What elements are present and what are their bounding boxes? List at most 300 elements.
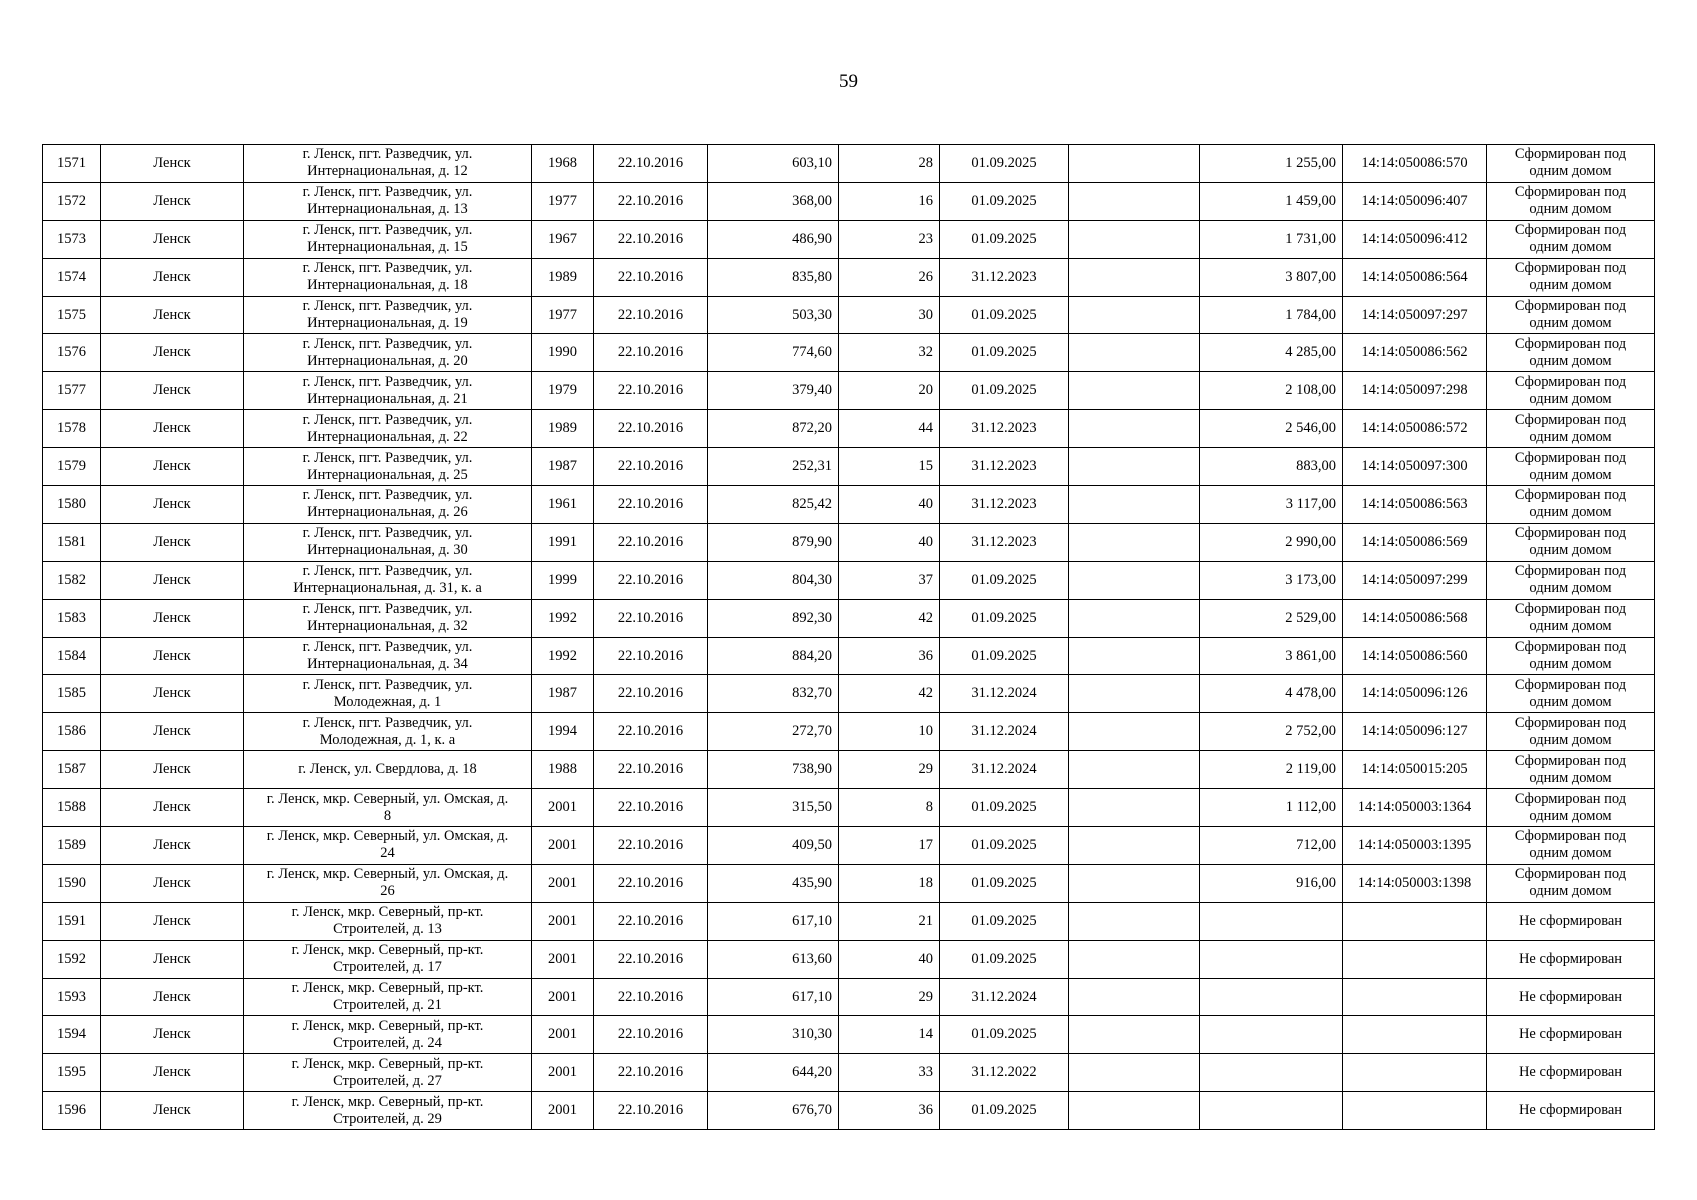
table-row <box>43 940 1655 978</box>
extra-cell <box>1069 675 1200 713</box>
extra-cell <box>1069 486 1200 524</box>
residents-cell: 20 <box>839 372 940 410</box>
build-year-cell: 2001 <box>532 902 594 940</box>
planned-date-cell: 31.12.2023 <box>940 258 1069 296</box>
extra-cell <box>1069 1092 1200 1130</box>
status-line-1: Сформирован под <box>1514 184 1627 201</box>
residents-cell: 36 <box>839 1092 940 1130</box>
extra-cell <box>1069 448 1200 486</box>
table-row <box>43 637 1655 675</box>
address-cell <box>244 523 532 561</box>
status-line-2: одним домом <box>1529 163 1612 180</box>
municipality-cell: Ленск <box>101 220 244 258</box>
address-line-2: Интернациональная, д. 12 <box>307 163 468 180</box>
status-line-2: одним домом <box>1529 618 1612 635</box>
living-area-cell: 252,31 <box>708 448 839 486</box>
cadastral-number-cell: 14:14:050086:569 <box>1343 523 1487 561</box>
address-line-2: Молодежная, д. 1 <box>333 693 442 710</box>
municipality-cell: Ленск <box>101 182 244 220</box>
row-number: 1579 <box>43 448 101 486</box>
extra-cell <box>1069 372 1200 410</box>
status-line-2: одним домом <box>1529 239 1612 256</box>
address-line-2: Интернациональная, д. 32 <box>307 618 468 635</box>
residents-cell: 17 <box>839 827 940 865</box>
planned-date-cell: 01.09.2025 <box>940 902 1069 940</box>
row-number: 1592 <box>43 940 101 978</box>
land-area-cell: 2 752,00 <box>1200 713 1343 751</box>
municipality-cell: Ленск <box>101 978 244 1016</box>
residents-cell: 40 <box>839 523 940 561</box>
land-status-cell <box>1487 145 1655 183</box>
living-area-cell: 435,90 <box>708 864 839 902</box>
cadastral-number-cell <box>1343 902 1487 940</box>
living-area-cell: 872,20 <box>708 410 839 448</box>
municipality-cell: Ленск <box>101 751 244 789</box>
status-line-1: Сформирован под <box>1514 866 1627 883</box>
cadastral-number-cell: 14:14:050003:1364 <box>1343 789 1487 827</box>
land-status-cell <box>1487 486 1655 524</box>
address-line-1: г. Ленск, пгт. Разведчик, ул. <box>302 714 473 731</box>
row-number: 1590 <box>43 864 101 902</box>
cadastral-number-cell <box>1343 1016 1487 1054</box>
table-row <box>43 258 1655 296</box>
cadastral-number-cell: 14:14:050096:407 <box>1343 182 1487 220</box>
address-cell <box>244 940 532 978</box>
table-row <box>43 864 1655 902</box>
living-area-cell: 879,90 <box>708 523 839 561</box>
planned-date-cell: 31.12.2024 <box>940 751 1069 789</box>
cadastral-number-cell: 14:14:050003:1395 <box>1343 827 1487 865</box>
extra-cell <box>1069 637 1200 675</box>
status-line-1: Не сформирован <box>1518 1102 1623 1119</box>
municipality-cell: Ленск <box>101 334 244 372</box>
row-number: 1582 <box>43 561 101 599</box>
living-area-cell: 613,60 <box>708 940 839 978</box>
land-status-cell <box>1487 1092 1655 1130</box>
planned-date-cell: 01.09.2025 <box>940 599 1069 637</box>
address-line-1: г. Ленск, мкр. Северный, пр-кт. <box>291 980 484 997</box>
municipality-cell: Ленск <box>101 296 244 334</box>
land-area-cell: 3 861,00 <box>1200 637 1343 675</box>
municipality-cell: Ленск <box>101 1016 244 1054</box>
extra-cell <box>1069 145 1200 183</box>
residents-cell: 44 <box>839 410 940 448</box>
address-line-2: 24 <box>380 845 395 862</box>
extra-cell <box>1069 561 1200 599</box>
planned-date-cell: 01.09.2025 <box>940 940 1069 978</box>
living-area-cell: 884,20 <box>708 637 839 675</box>
land-status-cell <box>1487 751 1655 789</box>
address-line-1: г. Ленск, пгт. Разведчик, ул. <box>302 411 473 428</box>
land-status-cell <box>1487 902 1655 940</box>
status-line-1: Сформирован под <box>1514 335 1627 352</box>
residents-cell: 10 <box>839 713 940 751</box>
recognition-date-cell: 22.10.2016 <box>594 334 708 372</box>
land-area-cell <box>1200 978 1343 1016</box>
planned-date-cell: 31.12.2023 <box>940 448 1069 486</box>
land-area-cell: 916,00 <box>1200 864 1343 902</box>
municipality-cell: Ленск <box>101 827 244 865</box>
status-line-1: Не сформирован <box>1518 1026 1623 1043</box>
municipality-cell: Ленск <box>101 940 244 978</box>
planned-date-cell: 01.09.2025 <box>940 145 1069 183</box>
municipality-cell: Ленск <box>101 1092 244 1130</box>
planned-date-cell: 01.09.2025 <box>940 561 1069 599</box>
address-cell <box>244 751 532 789</box>
build-year-cell: 1990 <box>532 334 594 372</box>
extra-cell <box>1069 410 1200 448</box>
residents-cell: 40 <box>839 940 940 978</box>
planned-date-cell: 01.09.2025 <box>940 1016 1069 1054</box>
table-row <box>43 789 1655 827</box>
address-line-2: Строителей, д. 29 <box>333 1110 442 1127</box>
living-area-cell: 617,10 <box>708 902 839 940</box>
municipality-cell: Ленск <box>101 864 244 902</box>
status-line-1: Сформирован под <box>1514 222 1627 239</box>
planned-date-cell: 01.09.2025 <box>940 789 1069 827</box>
build-year-cell: 1967 <box>532 220 594 258</box>
municipality-cell: Ленск <box>101 789 244 827</box>
address-line-1: г. Ленск, пгт. Разведчик, ул. <box>302 260 473 277</box>
address-line-2: Интернациональная, д. 25 <box>307 466 468 483</box>
address-line-1: г. Ленск, мкр. Северный, пр-кт. <box>291 904 484 921</box>
table-row <box>43 145 1655 183</box>
land-area-cell: 2 119,00 <box>1200 751 1343 789</box>
planned-date-cell: 01.09.2025 <box>940 220 1069 258</box>
address-line-2: Интернациональная, д. 15 <box>307 239 468 256</box>
recognition-date-cell: 22.10.2016 <box>594 486 708 524</box>
extra-cell <box>1069 940 1200 978</box>
status-line-1: Сформирован под <box>1514 449 1627 466</box>
extra-cell <box>1069 1054 1200 1092</box>
address-line-1: г. Ленск, пгт. Разведчик, ул. <box>302 449 473 466</box>
address-line-2: 8 <box>383 807 392 824</box>
recognition-date-cell: 22.10.2016 <box>594 145 708 183</box>
status-line-1: Сформирован под <box>1514 298 1627 314</box>
address-line-1: г. Ленск, пгт. Разведчик, ул. <box>302 487 473 504</box>
planned-date-cell: 01.09.2025 <box>940 864 1069 902</box>
address-line-1: г. Ленск, мкр. Северный, ул. Омская, д. <box>266 866 509 883</box>
status-line-1: Не сформирован <box>1518 1064 1623 1081</box>
living-area-cell: 486,90 <box>708 220 839 258</box>
cadastral-number-cell <box>1343 978 1487 1016</box>
row-number: 1583 <box>43 599 101 637</box>
build-year-cell: 2001 <box>532 864 594 902</box>
residents-cell: 15 <box>839 448 940 486</box>
address-cell <box>244 220 532 258</box>
status-line-2: одним домом <box>1529 466 1612 483</box>
cadastral-number-cell: 14:14:050096:127 <box>1343 713 1487 751</box>
address-line-2: Интернациональная, д. 21 <box>307 390 468 407</box>
cadastral-number-cell: 14:14:050086:560 <box>1343 637 1487 675</box>
recognition-date-cell: 22.10.2016 <box>594 675 708 713</box>
row-number: 1593 <box>43 978 101 1016</box>
row-number: 1591 <box>43 902 101 940</box>
land-area-cell: 1 731,00 <box>1200 220 1343 258</box>
land-area-cell <box>1200 902 1343 940</box>
living-area-cell: 315,50 <box>708 789 839 827</box>
land-area-cell <box>1200 1054 1343 1092</box>
planned-date-cell: 01.09.2025 <box>940 637 1069 675</box>
land-status-cell <box>1487 448 1655 486</box>
address-line-1: г. Ленск, пгт. Разведчик, ул. <box>302 222 473 239</box>
land-status-cell <box>1487 182 1655 220</box>
land-area-cell <box>1200 1016 1343 1054</box>
municipality-cell: Ленск <box>101 902 244 940</box>
cadastral-number-cell: 14:14:050097:298 <box>1343 372 1487 410</box>
build-year-cell: 1987 <box>532 448 594 486</box>
land-area-cell: 2 108,00 <box>1200 372 1343 410</box>
build-year-cell: 2001 <box>532 1016 594 1054</box>
address-cell <box>244 448 532 486</box>
residents-cell: 29 <box>839 751 940 789</box>
address-line-1: г. Ленск, пгт. Разведчик, ул. <box>302 525 473 542</box>
recognition-date-cell: 22.10.2016 <box>594 713 708 751</box>
land-status-cell <box>1487 864 1655 902</box>
table-row <box>43 372 1655 410</box>
status-line-1: Сформирован под <box>1514 411 1627 428</box>
table-row <box>43 334 1655 372</box>
land-status-cell <box>1487 713 1655 751</box>
land-area-cell: 3 173,00 <box>1200 561 1343 599</box>
table-row <box>43 978 1655 1016</box>
land-area-cell <box>1200 940 1343 978</box>
residents-cell: 32 <box>839 334 940 372</box>
table-row <box>43 599 1655 637</box>
address-line-2: Строителей, д. 13 <box>333 921 442 938</box>
address-cell <box>244 296 532 334</box>
address-line-2: Интернациональная, д. 31, к. а <box>293 580 482 597</box>
address-line-1: г. Ленск, пгт. Разведчик, ул. <box>302 601 473 618</box>
address-line-2: Интернациональная, д. 20 <box>307 352 468 369</box>
status-line-1: Сформирован под <box>1514 790 1627 807</box>
address-cell <box>244 827 532 865</box>
address-line-1: г. Ленск, ул. Свердлова, д. 18 <box>298 761 477 778</box>
recognition-date-cell: 22.10.2016 <box>594 978 708 1016</box>
row-number: 1584 <box>43 637 101 675</box>
address-line-2: Интернациональная, д. 13 <box>307 201 468 218</box>
recognition-date-cell: 22.10.2016 <box>594 1054 708 1092</box>
living-area-cell: 825,42 <box>708 486 839 524</box>
build-year-cell: 1994 <box>532 713 594 751</box>
land-status-cell <box>1487 561 1655 599</box>
residents-cell: 30 <box>839 296 940 334</box>
land-status-cell <box>1487 523 1655 561</box>
status-line-1: Сформирован под <box>1514 563 1627 580</box>
extra-cell <box>1069 864 1200 902</box>
recognition-date-cell: 22.10.2016 <box>594 789 708 827</box>
land-area-cell: 1 459,00 <box>1200 182 1343 220</box>
land-area-cell: 2 546,00 <box>1200 410 1343 448</box>
extra-cell <box>1069 902 1200 940</box>
build-year-cell: 1999 <box>532 561 594 599</box>
status-line-2: одним домом <box>1529 580 1612 597</box>
address-cell <box>244 789 532 827</box>
living-area-cell: 409,50 <box>708 827 839 865</box>
living-area-cell: 892,30 <box>708 599 839 637</box>
cadastral-number-cell: 14:14:050086:570 <box>1343 145 1487 183</box>
build-year-cell: 2001 <box>532 978 594 1016</box>
land-area-cell: 883,00 <box>1200 448 1343 486</box>
recognition-date-cell: 22.10.2016 <box>594 1016 708 1054</box>
land-area-cell: 2 990,00 <box>1200 523 1343 561</box>
table-row <box>43 523 1655 561</box>
build-year-cell: 1979 <box>532 372 594 410</box>
land-status-cell <box>1487 789 1655 827</box>
address-cell <box>244 902 532 940</box>
living-area-cell: 272,70 <box>708 713 839 751</box>
build-year-cell: 1968 <box>532 145 594 183</box>
land-area-cell: 1 784,00 <box>1200 296 1343 334</box>
status-line-2: одним домом <box>1529 883 1612 900</box>
status-line-2: одним домом <box>1529 390 1612 407</box>
address-cell <box>244 978 532 1016</box>
address-line-2: Молодежная, д. 1, к. а <box>319 731 456 748</box>
planned-date-cell: 01.09.2025 <box>940 296 1069 334</box>
build-year-cell: 1987 <box>532 675 594 713</box>
table-row <box>43 296 1655 334</box>
planned-date-cell: 31.12.2024 <box>940 675 1069 713</box>
living-area-cell: 738,90 <box>708 751 839 789</box>
cadastral-number-cell <box>1343 1092 1487 1130</box>
cadastral-number-cell: 14:14:050096:126 <box>1343 675 1487 713</box>
status-line-1: Не сформирован <box>1518 950 1623 967</box>
cadastral-number-cell: 14:14:050097:300 <box>1343 448 1487 486</box>
build-year-cell: 1961 <box>532 486 594 524</box>
extra-cell <box>1069 978 1200 1016</box>
address-line-2: Интернациональная, д. 26 <box>307 504 468 521</box>
residents-cell: 36 <box>839 637 940 675</box>
planned-date-cell: 01.09.2025 <box>940 1092 1069 1130</box>
cadastral-number-cell: 14:14:050086:564 <box>1343 258 1487 296</box>
status-line-1: Сформирован под <box>1514 676 1627 693</box>
row-number: 1589 <box>43 827 101 865</box>
municipality-cell: Ленск <box>101 448 244 486</box>
cadastral-number-cell: 14:14:050096:412 <box>1343 220 1487 258</box>
address-cell <box>244 182 532 220</box>
recognition-date-cell: 22.10.2016 <box>594 561 708 599</box>
planned-date-cell: 31.12.2023 <box>940 410 1069 448</box>
planned-date-cell: 31.12.2024 <box>940 713 1069 751</box>
row-number: 1575 <box>43 296 101 334</box>
table-row <box>43 448 1655 486</box>
cadastral-number-cell <box>1343 940 1487 978</box>
land-status-cell <box>1487 220 1655 258</box>
recognition-date-cell: 22.10.2016 <box>594 182 708 220</box>
planned-date-cell: 31.12.2024 <box>940 978 1069 1016</box>
row-number: 1588 <box>43 789 101 827</box>
recognition-date-cell: 22.10.2016 <box>594 637 708 675</box>
status-line-1: Не сформирован <box>1518 912 1623 929</box>
extra-cell <box>1069 258 1200 296</box>
status-line-2: одним домом <box>1529 845 1612 862</box>
address-line-1: г. Ленск, мкр. Северный, пр-кт. <box>291 1093 484 1110</box>
table-row <box>43 827 1655 865</box>
land-status-cell <box>1487 599 1655 637</box>
residents-cell: 21 <box>839 902 940 940</box>
cadastral-number-cell: 14:14:050086:563 <box>1343 486 1487 524</box>
address-line-1: г. Ленск, пгт. Разведчик, ул. <box>302 676 473 693</box>
address-line-2: Строителей, д. 24 <box>333 1034 442 1051</box>
residents-cell: 14 <box>839 1016 940 1054</box>
recognition-date-cell: 22.10.2016 <box>594 448 708 486</box>
address-line-1: г. Ленск, пгт. Разведчик, ул. <box>302 184 473 201</box>
residents-cell: 23 <box>839 220 940 258</box>
build-year-cell: 1992 <box>532 637 594 675</box>
address-line-2: Строителей, д. 27 <box>333 1072 442 1089</box>
municipality-cell: Ленск <box>101 410 244 448</box>
table-row <box>43 220 1655 258</box>
row-number: 1586 <box>43 713 101 751</box>
address-line-1: г. Ленск, мкр. Северный, пр-кт. <box>291 942 484 959</box>
extra-cell <box>1069 751 1200 789</box>
extra-cell <box>1069 713 1200 751</box>
address-line-1: г. Ленск, пгт. Разведчик, ул. <box>302 373 473 390</box>
recognition-date-cell: 22.10.2016 <box>594 599 708 637</box>
land-area-cell: 4 285,00 <box>1200 334 1343 372</box>
municipality-cell: Ленск <box>101 637 244 675</box>
land-status-cell <box>1487 940 1655 978</box>
land-area-cell: 3 117,00 <box>1200 486 1343 524</box>
row-number: 1577 <box>43 372 101 410</box>
status-line-1: Сформирован под <box>1514 752 1627 769</box>
land-area-cell <box>1200 1092 1343 1130</box>
status-line-2: одним домом <box>1529 542 1612 559</box>
table-row <box>43 410 1655 448</box>
row-number: 1572 <box>43 182 101 220</box>
build-year-cell: 2001 <box>532 940 594 978</box>
address-cell <box>244 864 532 902</box>
address-line-1: г. Ленск, мкр. Северный, ул. Омская, д. <box>266 790 509 807</box>
land-status-cell <box>1487 1054 1655 1092</box>
planned-date-cell: 31.12.2023 <box>940 523 1069 561</box>
address-cell <box>244 486 532 524</box>
build-year-cell: 2001 <box>532 789 594 827</box>
table-row <box>43 713 1655 751</box>
row-number: 1578 <box>43 410 101 448</box>
planned-date-cell: 01.09.2025 <box>940 334 1069 372</box>
address-line-2: Строителей, д. 21 <box>333 997 442 1014</box>
living-area-cell: 676,70 <box>708 1092 839 1130</box>
municipality-cell: Ленск <box>101 713 244 751</box>
row-number: 1580 <box>43 486 101 524</box>
land-status-cell <box>1487 258 1655 296</box>
residents-cell: 37 <box>839 561 940 599</box>
address-line-1: г. Ленск, пгт. Разведчик, ул. <box>302 146 473 163</box>
living-area-cell: 644,20 <box>708 1054 839 1092</box>
status-line-2: одним домом <box>1529 428 1612 445</box>
extra-cell <box>1069 599 1200 637</box>
address-line-2: Интернациональная, д. 30 <box>307 542 468 559</box>
recognition-date-cell: 22.10.2016 <box>594 751 708 789</box>
living-area-cell: 804,30 <box>708 561 839 599</box>
land-area-cell: 1 112,00 <box>1200 789 1343 827</box>
residents-cell: 18 <box>839 864 940 902</box>
address-cell <box>244 1016 532 1054</box>
land-status-cell <box>1487 637 1655 675</box>
row-number: 1571 <box>43 145 101 183</box>
land-area-cell: 712,00 <box>1200 827 1343 865</box>
address-line-1: г. Ленск, мкр. Северный, пр-кт. <box>291 1055 484 1072</box>
planned-date-cell: 01.09.2025 <box>940 372 1069 410</box>
address-line-1: г. Ленск, пгт. Разведчик, ул. <box>302 335 473 352</box>
address-cell <box>244 334 532 372</box>
residents-cell: 8 <box>839 789 940 827</box>
address-line-2: 26 <box>380 883 395 900</box>
status-line-2: одним домом <box>1529 352 1612 369</box>
address-line-1: г. Ленск, пгт. Разведчик, ул. <box>302 563 473 580</box>
land-status-cell <box>1487 675 1655 713</box>
